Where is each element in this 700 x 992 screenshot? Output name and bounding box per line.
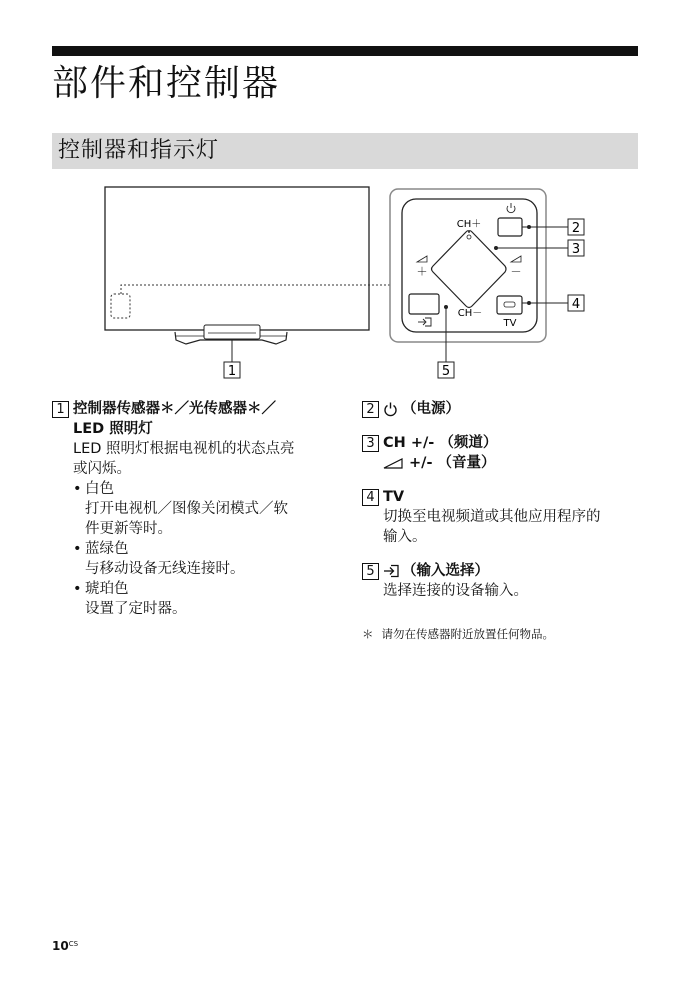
- item-number: 4: [362, 489, 379, 506]
- callout-4: 4: [571, 297, 581, 312]
- callout-5: 5: [441, 364, 451, 379]
- item-title: （电源）: [402, 401, 460, 417]
- sensor-area: [111, 294, 130, 318]
- label-ch-minus: CH－: [457, 308, 483, 319]
- item-number: 2: [362, 401, 379, 418]
- item-number: 5: [362, 563, 379, 580]
- item-number: 3: [362, 435, 379, 452]
- item-desc: 选择连接的设备输入。: [383, 583, 528, 599]
- item-desc: 输入。: [383, 529, 427, 545]
- footnote-star: ＊: [362, 627, 374, 641]
- bullet-label: 白色: [85, 481, 114, 497]
- item-desc: 或闪烁。: [73, 461, 131, 477]
- label-vol-plus: ＋: [416, 265, 428, 278]
- item-5: [362, 561, 652, 601]
- page-number-suffix: CS: [68, 940, 79, 948]
- item-title: TV: [383, 489, 405, 505]
- tv-screen: [105, 187, 369, 330]
- bullet-icon: •: [73, 481, 82, 497]
- item-title: 控制器传感器＊／光传感器＊／: [73, 401, 276, 417]
- label-ch-plus: CH＋: [456, 219, 482, 230]
- footnote: [362, 626, 554, 642]
- list-item: [52, 539, 342, 559]
- item-title-cont: +/- （音量）: [409, 455, 496, 471]
- item-title-cont: LED 照明灯: [73, 421, 153, 437]
- item-desc: 切换至电视频道或其他应用程序的: [383, 509, 601, 525]
- bullet-desc: 与移动设备无线连接时。: [85, 561, 245, 577]
- volume-icon: [383, 455, 405, 471]
- list-item: [52, 579, 342, 599]
- page-title: 部件和控制器: [52, 63, 281, 104]
- bullet-icon: •: [73, 541, 82, 557]
- tv-button: [497, 296, 522, 314]
- item-number: 1: [52, 401, 69, 418]
- label-tv: TV: [503, 318, 517, 329]
- bullet-desc: 件更新等时。: [85, 521, 172, 537]
- callout-2: 2: [571, 221, 581, 236]
- item-3: [362, 433, 652, 473]
- item-2: [362, 399, 652, 419]
- item-title: CH +/- （频道）: [383, 435, 498, 451]
- page-number-value: 10: [52, 939, 69, 953]
- page-number: [52, 939, 78, 953]
- led-bar: [204, 325, 260, 339]
- bullet-label: 琥珀色: [85, 581, 129, 597]
- bullet-desc: 设置了定时器。: [85, 601, 187, 617]
- input-button: [409, 294, 439, 314]
- item-title: （输入选择）: [402, 563, 489, 579]
- callout-3: 3: [571, 242, 581, 257]
- list-item: [52, 479, 342, 499]
- left-column: [52, 399, 342, 619]
- power-icon: [383, 401, 398, 417]
- bullet-desc: 打开电视机／图像关闭模式／软: [85, 501, 288, 517]
- bullet-label: 蓝绿色: [85, 541, 129, 557]
- item-1: [52, 399, 342, 619]
- label-vol-minus: －: [510, 265, 522, 278]
- tv-controls-diagram: [0, 0, 700, 400]
- item-4: [362, 487, 652, 547]
- power-button: [498, 218, 522, 236]
- footnote-text: 请勿在传感器附近放置任何物品。: [381, 627, 554, 641]
- item-desc: LED 照明灯根据电视机的状态点亮: [73, 441, 295, 457]
- right-column: [362, 399, 652, 601]
- bullet-icon: •: [73, 581, 82, 597]
- callout-1: 1: [227, 364, 237, 379]
- input-icon: [383, 563, 400, 579]
- section-title: 控制器和指示灯: [58, 138, 220, 163]
